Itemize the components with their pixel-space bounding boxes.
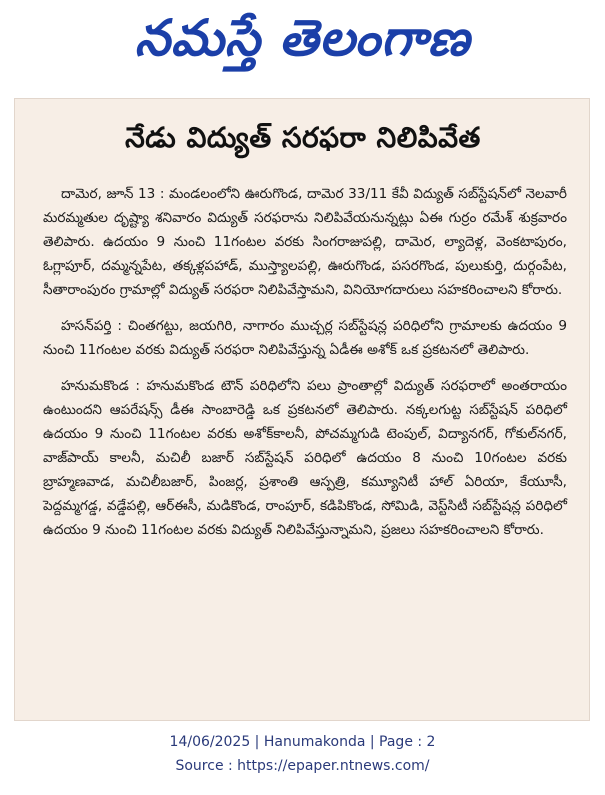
paragraph-text: హనుమకొండ టౌన్ పరిధిలోని పలు ప్రాంతాల్లో విద్యుత్ సరఫరాలో అంతరాయం ఉంటుందని ఆపరేషన్స్ డీఈ సాంబారెడ్డి ఒక ప్రకటనలో తెలిపారు. నక్కలగుట్ట సబ్‌స్టేషన్ పరిధిలో ఉదయం 9 నుంచి 11గంటల వరకు అశోక్‌కాలనీ, పోచమ్మగుడి టెంపుల్, విద్యానగర్, గోకుల్‌నగర్, వాజ్‌పాయ్ కాలనీ, మచిలీ బజార్ సబ్‌స్టేషన్ పరిధిలో ఉదయం 8 నుంచి 10గంటల వరకు బ్రాహ్మణవాడ, మచిలీబజార్, పింజర్ల, ప్రశాంతి ఆస్పత్రి, కమ్యూనిటీ హాల్ ఏరియా, కేయూసీ, పెద్దమ్మగడ్డ, వడ్డేపల్లి, ఆర్‌ఈసీ, మడికొండ, రాంపూర్, కడిపికొండ, సోమిడి, వెస్ట్‌సిటీ సబ్‌స్టేషన్ల పరిధిలో ఉదయం 9 నుంచి 11గంటల వరకు విద్యుత్ నిలిపివేస్తున్నామని, ప్రజలు సహకరించాలని కోరారు. (43, 378, 567, 538)
dateline: హనుమకొండ : (61, 378, 140, 394)
paragraph-text: చింతగట్టు, జయగిరి, నాగారం ముచ్చర్ల సబ్‌స్టేషన్ల పరిధిలోని గ్రామాలకు ఉదయం 9 నుంచి 11గంటల వరకు విద్యుత్ సరఫరా నిలిపివేస్తున్న ఏడీఈ అశోక్ ఒక ప్రకటనలో తెలిపారు. (43, 318, 567, 358)
dateline: దామెర, జూన్ 13 : (61, 186, 165, 202)
masthead (0, 0, 605, 88)
article-paragraph (43, 314, 567, 362)
paragraph-text: మండలంలోని ఊరుగొండ, దామెర 33/11 కేవీ విద్యుత్ సబ్‌స్టేషన్‌లో నెలవారీ మరమ్మతుల దృష్ట్యా శనివారం విద్యుత్ సరఫరాను నిలిపివేయనున్నట్లు ఏఈ గుర్రం రమేశ్ శుక్రవారం తెలిపారు. ఉదయం 9 నుంచి 11గంటల వరకు సింగరాజుపల్లి, దామెర, ల్యాదెళ్ల, వెంకటాపురం, ఓగ్లాపూర్, దమ్మన్నపేట, తక్కళ్లపహాడ్, ముస్త్యాలపల్లి, ఊరుగొండ, పసరగొండ, పులుకుర్తి, దుర్గంపేట, సీతారాంపురం గ్రామాల్లో విద్యుత్ సరఫరా నిలిపివేస్తామని, వినియోగదారులు సహకరించాలని కోరారు. (43, 186, 567, 298)
dateline: హసన్‌పర్తి : (61, 318, 122, 334)
article-headline: నేడు విద్యుత్ సరఫరా నిలిపివేత (125, 121, 481, 154)
footer-date-edition: 14/06/2025 | Hanumakonda | Page : 2 (169, 734, 436, 750)
footer-source: Source : https://epaper.ntnews.com/ (175, 758, 430, 774)
article-body (43, 182, 567, 554)
article-clipping (14, 98, 590, 721)
newspaper-logo: నమస్తే తెలంగాణ (134, 8, 471, 67)
article-paragraph (43, 374, 567, 542)
article-paragraph (43, 182, 567, 302)
